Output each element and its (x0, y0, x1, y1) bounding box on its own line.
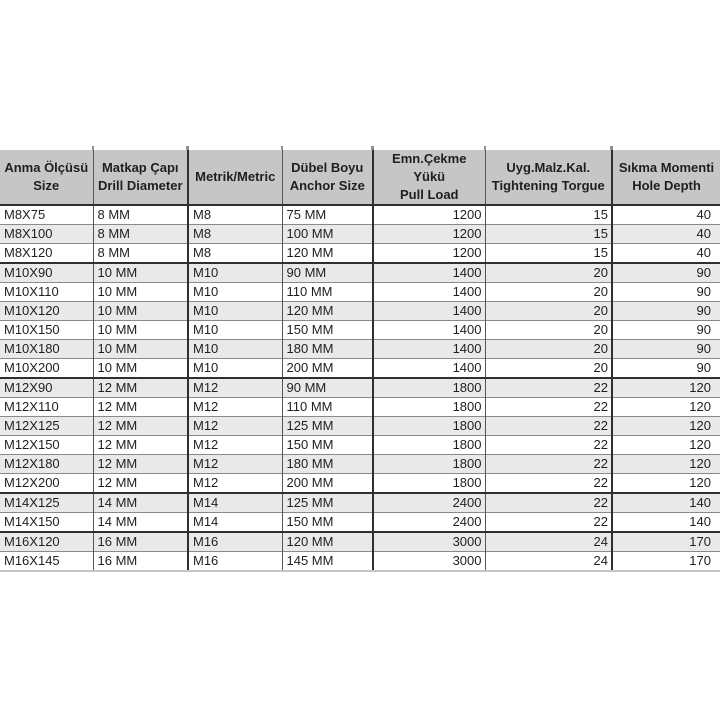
cell-drill-diameter: 12 MM (93, 398, 188, 417)
cell-tightening-torque: 15 (485, 205, 612, 225)
cell-hole-depth: 120 (612, 417, 720, 436)
cell-metric: M12 (188, 378, 282, 398)
cell-size: M12X125 (0, 417, 93, 436)
header-label: Dübel Boyu (291, 160, 364, 175)
cell-size: M10X120 (0, 302, 93, 321)
cell-drill-diameter: 8 MM (93, 205, 188, 225)
cell-metric: M12 (188, 455, 282, 474)
cell-anchor-size: 110 MM (282, 398, 373, 417)
cell-size: M16X120 (0, 532, 93, 552)
table-row (0, 205, 720, 225)
cell-anchor-size: 150 MM (282, 436, 373, 455)
column-header-drill-diameter (93, 150, 188, 205)
cell-tightening-torque: 24 (485, 532, 612, 552)
cell-drill-diameter: 16 MM (93, 532, 188, 552)
cell-tightening-torque: 22 (485, 436, 612, 455)
cell-tightening-torque: 20 (485, 302, 612, 321)
table-body (0, 205, 720, 571)
cell-tightening-torque: 22 (485, 474, 612, 494)
cell-pull-load: 1200 (373, 205, 485, 225)
header-sublabel: Pull Load (400, 187, 459, 202)
cell-hole-depth: 120 (612, 378, 720, 398)
cell-hole-depth: 90 (612, 340, 720, 359)
cell-size: M10X110 (0, 283, 93, 302)
table-row (0, 398, 720, 417)
table-row (0, 417, 720, 436)
cell-tightening-torque: 20 (485, 359, 612, 379)
cell-tightening-torque: 22 (485, 493, 612, 513)
cell-hole-depth: 90 (612, 283, 720, 302)
cell-anchor-size: 180 MM (282, 455, 373, 474)
cell-hole-depth: 140 (612, 493, 720, 513)
cell-hole-depth: 40 (612, 244, 720, 264)
cell-drill-diameter: 16 MM (93, 552, 188, 572)
cell-anchor-size: 90 MM (282, 263, 373, 283)
cell-drill-diameter: 12 MM (93, 474, 188, 494)
table-row (0, 474, 720, 494)
cell-pull-load: 1400 (373, 321, 485, 340)
cell-tightening-torque: 22 (485, 378, 612, 398)
cell-size: M8X120 (0, 244, 93, 264)
cell-tightening-torque: 20 (485, 340, 612, 359)
table-header (0, 150, 720, 205)
cell-size: M8X100 (0, 225, 93, 244)
table-row (0, 493, 720, 513)
cell-anchor-size: 145 MM (282, 552, 373, 572)
column-header-size (0, 150, 93, 205)
cell-hole-depth: 90 (612, 302, 720, 321)
cell-pull-load: 1800 (373, 455, 485, 474)
cell-hole-depth: 170 (612, 532, 720, 552)
cell-anchor-size: 120 MM (282, 244, 373, 264)
cell-anchor-size: 90 MM (282, 378, 373, 398)
cell-hole-depth: 90 (612, 359, 720, 379)
table-outer-border (0, 570, 720, 572)
cell-size: M10X90 (0, 263, 93, 283)
cell-hole-depth: 120 (612, 474, 720, 494)
cell-anchor-size: 125 MM (282, 417, 373, 436)
cell-drill-diameter: 12 MM (93, 436, 188, 455)
header-label: Metrik/Metric (195, 169, 276, 184)
cell-hole-depth: 90 (612, 321, 720, 340)
cell-anchor-size: 120 MM (282, 532, 373, 552)
column-header-hole-depth (612, 150, 720, 205)
table-row (0, 552, 720, 572)
cell-pull-load: 1200 (373, 225, 485, 244)
cell-pull-load: 1800 (373, 436, 485, 455)
cell-hole-depth: 40 (612, 205, 720, 225)
cell-metric: M8 (188, 244, 282, 264)
anchor-spec-table (0, 150, 720, 572)
cell-pull-load: 1400 (373, 263, 485, 283)
cell-size: M10X150 (0, 321, 93, 340)
header-sublabel: Tightening Torgue (491, 178, 605, 193)
cell-size: M14X150 (0, 513, 93, 533)
cell-drill-diameter: 8 MM (93, 225, 188, 244)
header-sublabel: Drill Diameter (97, 178, 183, 193)
cell-metric: M14 (188, 513, 282, 533)
cell-hole-depth: 40 (612, 225, 720, 244)
cell-tightening-torque: 20 (485, 321, 612, 340)
cell-metric: M8 (188, 205, 282, 225)
header-sublabel: Anchor Size (289, 178, 365, 193)
cell-pull-load: 1800 (373, 417, 485, 436)
cell-tightening-torque: 22 (485, 455, 612, 474)
cell-size: M14X125 (0, 493, 93, 513)
cell-pull-load: 3000 (373, 552, 485, 572)
cell-metric: M14 (188, 493, 282, 513)
table-row (0, 225, 720, 244)
header-label: Uyg.Malz.Kal. (506, 160, 591, 175)
cell-hole-depth: 120 (612, 455, 720, 474)
cell-drill-diameter: 12 MM (93, 378, 188, 398)
cell-tightening-torque: 15 (485, 225, 612, 244)
header-row (0, 150, 720, 205)
cell-metric: M10 (188, 302, 282, 321)
column-header-metric (188, 150, 282, 205)
cell-drill-diameter: 8 MM (93, 244, 188, 264)
table-row (0, 513, 720, 533)
cell-metric: M10 (188, 340, 282, 359)
table-row (0, 340, 720, 359)
column-header-anchor-size (282, 150, 373, 205)
table-row (0, 436, 720, 455)
cell-anchor-size: 150 MM (282, 321, 373, 340)
table-row (0, 244, 720, 264)
cell-pull-load: 3000 (373, 532, 485, 552)
cell-pull-load: 2400 (373, 493, 485, 513)
cell-anchor-size: 180 MM (282, 340, 373, 359)
cell-pull-load: 1800 (373, 398, 485, 417)
header-sublabel: Size (33, 178, 60, 193)
cell-pull-load: 1400 (373, 359, 485, 379)
cell-tightening-torque: 24 (485, 552, 612, 572)
cell-anchor-size: 125 MM (282, 493, 373, 513)
cell-metric: M12 (188, 398, 282, 417)
cell-pull-load: 1400 (373, 283, 485, 302)
table-row (0, 532, 720, 552)
cell-metric: M10 (188, 359, 282, 379)
cell-drill-diameter: 10 MM (93, 321, 188, 340)
table-row (0, 359, 720, 379)
cell-metric: M12 (188, 436, 282, 455)
cell-hole-depth: 120 (612, 398, 720, 417)
table-row (0, 455, 720, 474)
cell-anchor-size: 150 MM (282, 513, 373, 533)
table-row (0, 321, 720, 340)
cell-tightening-torque: 22 (485, 398, 612, 417)
table-row (0, 378, 720, 398)
column-header-tightening-torque (485, 150, 612, 205)
cell-metric: M12 (188, 417, 282, 436)
cell-tightening-torque: 22 (485, 417, 612, 436)
cell-anchor-size: 110 MM (282, 283, 373, 302)
header-label: Emn.Çekme Yükü (392, 151, 467, 184)
header-label: Matkap Çapı (101, 160, 179, 175)
cell-size: M12X90 (0, 378, 93, 398)
header-label: Anma Ölçüsü (4, 160, 89, 175)
cell-anchor-size: 75 MM (282, 205, 373, 225)
cell-pull-load: 1400 (373, 302, 485, 321)
cell-anchor-size: 100 MM (282, 225, 373, 244)
cell-hole-depth: 90 (612, 263, 720, 283)
cell-metric: M10 (188, 283, 282, 302)
cell-size: M8X75 (0, 205, 93, 225)
cell-pull-load: 2400 (373, 513, 485, 533)
cell-anchor-size: 120 MM (282, 302, 373, 321)
cell-metric: M16 (188, 532, 282, 552)
cell-metric: M12 (188, 474, 282, 494)
header-sublabel: Hole Depth (632, 178, 701, 193)
cell-anchor-size: 200 MM (282, 359, 373, 379)
cell-anchor-size: 200 MM (282, 474, 373, 494)
table-row (0, 263, 720, 283)
cell-hole-depth: 120 (612, 436, 720, 455)
cell-size: M12X150 (0, 436, 93, 455)
cell-hole-depth: 170 (612, 552, 720, 572)
cell-size: M16X145 (0, 552, 93, 572)
cell-size: M12X110 (0, 398, 93, 417)
cell-pull-load: 1800 (373, 378, 485, 398)
table-row (0, 283, 720, 302)
cell-pull-load: 1200 (373, 244, 485, 264)
cell-metric: M16 (188, 552, 282, 572)
cell-size: M10X200 (0, 359, 93, 379)
cell-drill-diameter: 10 MM (93, 302, 188, 321)
cell-drill-diameter: 10 MM (93, 359, 188, 379)
cell-size: M10X180 (0, 340, 93, 359)
header-label: Sıkma Momenti (618, 160, 715, 175)
cell-pull-load: 1800 (373, 474, 485, 494)
table-row (0, 302, 720, 321)
cell-tightening-torque: 20 (485, 263, 612, 283)
cell-tightening-torque: 15 (485, 244, 612, 264)
cell-drill-diameter: 10 MM (93, 340, 188, 359)
cell-size: M12X180 (0, 455, 93, 474)
cell-drill-diameter: 10 MM (93, 263, 188, 283)
cell-pull-load: 1400 (373, 340, 485, 359)
column-header-pull-load (373, 150, 485, 205)
cell-metric: M10 (188, 263, 282, 283)
cell-size: M12X200 (0, 474, 93, 494)
cell-drill-diameter: 14 MM (93, 513, 188, 533)
cell-drill-diameter: 12 MM (93, 417, 188, 436)
cell-drill-diameter: 12 MM (93, 455, 188, 474)
cell-drill-diameter: 10 MM (93, 283, 188, 302)
cell-hole-depth: 140 (612, 513, 720, 533)
cell-drill-diameter: 14 MM (93, 493, 188, 513)
cell-metric: M10 (188, 321, 282, 340)
cell-tightening-torque: 20 (485, 283, 612, 302)
cell-metric: M8 (188, 225, 282, 244)
cell-tightening-torque: 22 (485, 513, 612, 533)
